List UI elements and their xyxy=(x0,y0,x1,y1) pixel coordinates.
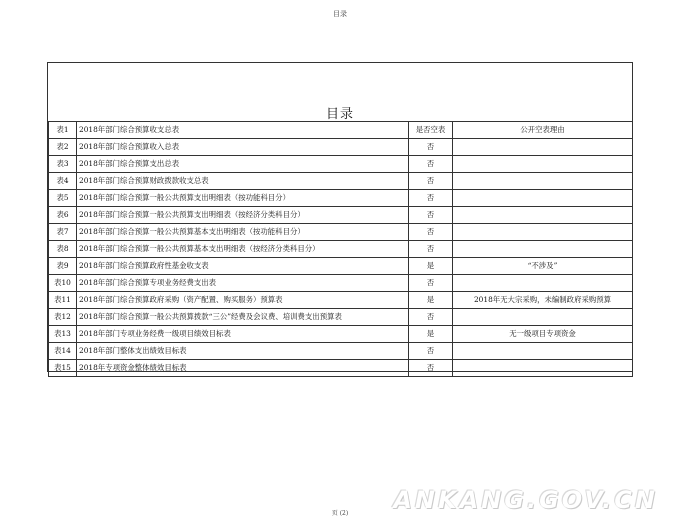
column-header-is-empty: 是否空表 xyxy=(409,122,453,139)
reason-cell xyxy=(453,343,633,360)
column-header-reason: 公开空表理由 xyxy=(453,122,633,139)
is-empty-cell: 否 xyxy=(409,190,453,207)
index-table xyxy=(48,121,633,377)
table-name-cell: 2018年部门综合预算一般公共预算支出明细表（按经济分类科目分） xyxy=(77,207,409,224)
reason-cell xyxy=(453,190,633,207)
table-row xyxy=(49,224,633,241)
table-name-cell: 2018年部门综合预算政府性基金收支表 xyxy=(77,258,409,275)
is-empty-cell: 否 xyxy=(409,156,453,173)
table-name-cell: 2018年部门综合预算一般公共预算支出明细表（按功能科目分） xyxy=(77,190,409,207)
table-number-cell: 表6 xyxy=(49,207,77,224)
reason-cell xyxy=(453,241,633,258)
reason-cell xyxy=(453,224,633,241)
table-name-cell: 2018年专项资金整体绩效目标表 xyxy=(77,360,409,377)
table-row xyxy=(49,309,633,326)
is-empty-cell: 否 xyxy=(409,309,453,326)
table-number-cell: 表15 xyxy=(49,360,77,377)
reason-cell: 无一级项目专项资金 xyxy=(453,326,633,343)
table-number-cell: 表1 xyxy=(49,122,77,139)
table-row xyxy=(49,258,633,275)
table-name-cell: 2018年部门专项业务经费一级项目绩效目标表 xyxy=(77,326,409,343)
is-empty-cell: 否 xyxy=(409,360,453,377)
table-name-cell: 2018年部门综合预算收入总表 xyxy=(77,139,409,156)
table-row xyxy=(49,326,633,343)
reason-cell: “不涉及” xyxy=(453,258,633,275)
is-empty-cell: 否 xyxy=(409,173,453,190)
reason-cell xyxy=(453,360,633,377)
table-number-cell: 表3 xyxy=(49,156,77,173)
table-row xyxy=(49,139,633,156)
table-number-cell: 表7 xyxy=(49,224,77,241)
table-row xyxy=(49,275,633,292)
is-empty-cell: 否 xyxy=(409,241,453,258)
reason-cell: 2018年无大宗采购，未编制政府采购预算 xyxy=(453,292,633,309)
table-number-cell: 表8 xyxy=(49,241,77,258)
table-name-cell: 2018年部门综合预算专项业务经费支出表 xyxy=(77,275,409,292)
table-number-cell: 表2 xyxy=(49,139,77,156)
table-row xyxy=(49,173,633,190)
table-row xyxy=(49,292,633,309)
table-number-cell: 表10 xyxy=(49,275,77,292)
table-row xyxy=(49,190,633,207)
table-row xyxy=(49,360,633,377)
table-number-cell: 表12 xyxy=(49,309,77,326)
is-empty-cell: 否 xyxy=(409,224,453,241)
table-number-cell: 表9 xyxy=(49,258,77,275)
table-name-cell: 2018年部门综合预算一般公共预算基本支出明细表（按经济分类科目分） xyxy=(77,241,409,258)
table-name-cell: 2018年部门综合预算一般公共预算基本支出明细表（按功能科目分） xyxy=(77,224,409,241)
reason-cell xyxy=(453,309,633,326)
table-name-cell: 2018年部门整体支出绩效目标表 xyxy=(77,343,409,360)
table-name-cell: 2018年部门综合预算财政拨款收支总表 xyxy=(77,173,409,190)
table-number-cell: 表14 xyxy=(49,343,77,360)
reason-cell xyxy=(453,173,633,190)
is-empty-cell: 是 xyxy=(409,258,453,275)
is-empty-cell: 是 xyxy=(409,326,453,343)
table-row xyxy=(49,241,633,258)
is-empty-cell: 否 xyxy=(409,139,453,156)
table-row xyxy=(49,343,633,360)
table-number-cell: 表11 xyxy=(49,292,77,309)
table-name-cell: 2018年部门综合预算支出总表 xyxy=(77,156,409,173)
table-number-cell: 表13 xyxy=(49,326,77,343)
sheet-title: 目录 xyxy=(325,107,354,122)
is-empty-cell: 否 xyxy=(409,275,453,292)
table-name-cell: 2018年部门综合预算政府采购（资产配置、购买服务）预算表 xyxy=(77,292,409,309)
table-name-cell: 2018年部门综合预算一般公共预算拨款“三公”经费及会议费、培训费支出预算表 xyxy=(77,309,409,326)
reason-cell xyxy=(453,275,633,292)
reason-cell xyxy=(453,156,633,173)
is-empty-cell: 是 xyxy=(409,292,453,309)
table-row xyxy=(49,156,633,173)
table-name-cell: 2018年部门综合预算收支总表 xyxy=(77,122,409,139)
reason-cell xyxy=(453,207,633,224)
reason-cell xyxy=(453,139,633,156)
watermark-logo: ANKANG.GOV.CN xyxy=(393,486,658,514)
page-header-title: 目录 xyxy=(333,10,347,18)
table-number-cell: 表4 xyxy=(49,173,77,190)
page-number: 页 (2) xyxy=(331,510,349,517)
table-row xyxy=(49,207,633,224)
table-row xyxy=(49,122,633,139)
index-sheet xyxy=(47,62,633,372)
is-empty-cell: 否 xyxy=(409,343,453,360)
table-number-cell: 表5 xyxy=(49,190,77,207)
is-empty-cell: 否 xyxy=(409,207,453,224)
